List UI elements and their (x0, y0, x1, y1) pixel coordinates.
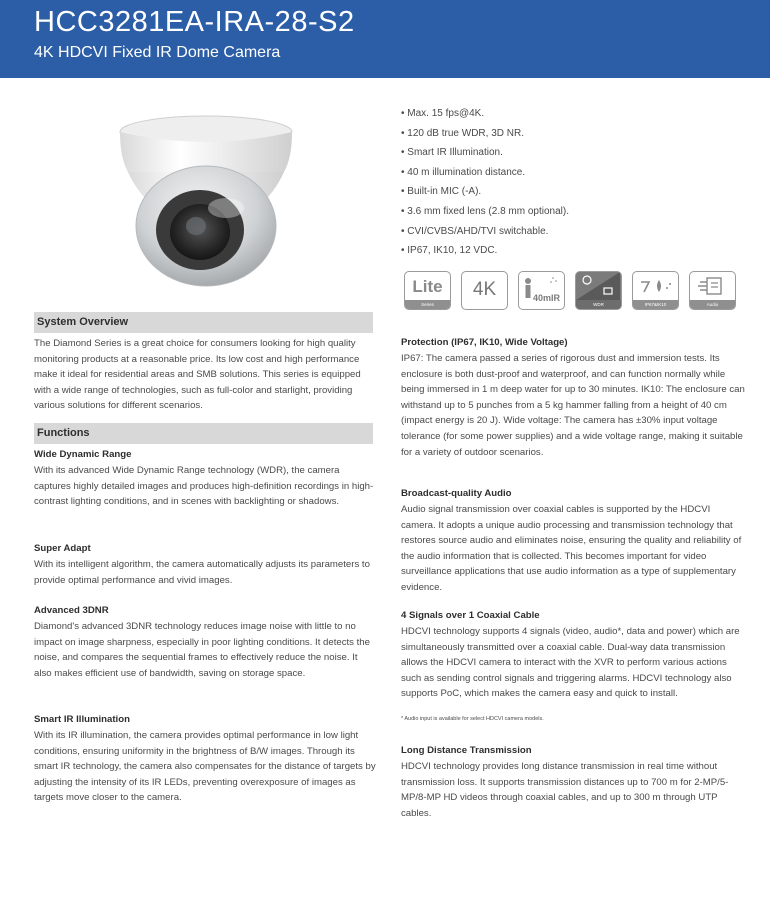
system-overview-heading: System Overview (34, 312, 373, 333)
audio-icon (690, 272, 734, 300)
feature-item: • Smart IR Illumination. (401, 147, 503, 159)
4k-label: 4K (472, 279, 497, 300)
protection-title: Protection (IP67, IK10, Wide Voltage) (401, 337, 568, 348)
page-title: HCC3281EA-IRA-28-S2 (34, 6, 355, 38)
system-overview-text: The Diamond Series is a great choice for consumers looking for high quality monitoring products at a reasonable price. Its low cost and high performance make it ideal for residential areas and SMB solutions. This series is equipped with a wide range of technologies, such as full-color and starlight, providing various solutions for different scenarios. (34, 338, 361, 412)
audio-caption: Audio (690, 300, 735, 309)
super-adapt-title: Super Adapt (34, 543, 91, 554)
feature-list (401, 104, 741, 261)
feature-item: • 3.6 mm fixed lens (2.8 mm optional). (401, 205, 570, 217)
long-distance-title: Long Distance Transmission (401, 745, 532, 756)
wdr-caption: WDR (576, 300, 621, 309)
ip67-caption: IP67&IK10 (633, 300, 678, 309)
protection-text: IP67: The camera passed a series of rigorous dust and immersion tests. Its enclosure is both dust-proof and waterproof, and can function normally while being immersed in 1 m deep water for up to 30 minutes. IK10: The enclosure can withstand up to 5 punches from a 5 kg hammer falling from a height of 40 cm (impact energy is 20 J). Wide voltage: The camera has ±30% input voltage tolerance (for some power supplies) and a wide voltage range, making it suitable for a variety of outdoor scenarios. (401, 353, 745, 458)
feature-item: • CVI/CVBS/AHD/TVI switchable. (401, 225, 549, 237)
feature-item: • 120 dB true WDR, 3D NR. (401, 127, 524, 139)
long-distance-text: HDCVI technology provides long distance transmission in real time without transmission loss. It supports transmission distances up to 700 m for 2-MP/5-MP/8-MP HD videos through coaxial cables, and up to 300 m through UTP cables. (401, 761, 729, 819)
functions-heading: Functions (34, 423, 373, 444)
wdr-text: With its advanced Wide Dynamic Range technology (WDR), the camera captures highly detailed images and produces high-definition recordings in high-contrast lighting conditions, and in scenes with backlighting or shadows. (34, 465, 374, 508)
ip67-ik10-badge (632, 271, 679, 310)
super-adapt-text: With its intelligent algorithm, the camera automatically adjusts its parameters to provide optimal performance and vivid images. (34, 559, 370, 586)
signals-title: 4 Signals over 1 Coaxial Cable (401, 610, 540, 621)
smart-ir-text: With its IR illumination, the camera provides optimal performance in low light conditions, ensuring uniformity in the brightness of B/W images. Through its smart IR technology, the camera also compensates for the distance of targets by adjusting the intensity of its IR LEDs, preventing overexposure of images as targets move closer to the camera. (34, 730, 376, 804)
water-drop-icon (633, 272, 677, 300)
feature-item: • IP67, IK10, 12 VDC. (401, 245, 498, 257)
lite-series-badge (404, 271, 451, 310)
lite-label: Lite (412, 277, 443, 296)
3dnr-title: Advanced 3DNR (34, 605, 109, 616)
wdr-badge (575, 271, 622, 310)
smart-ir-title: Smart IR Illumination (34, 714, 130, 725)
ir-distance-badge (518, 271, 565, 310)
lite-caption: Series (405, 300, 450, 309)
wdr-icon (576, 272, 620, 300)
signals-text: HDCVI technology supports 4 signals (video, audio*, data and power) which are simultaneously transmitted over a coaxial cable. Dual-way data transmission allows the HDCVI camera to interact with the XVR to perform various actions such as sending control signals and triggering alarms. HDCVI technology also supports PoC, which makes the camera easy and quick to install. (401, 626, 740, 700)
audio-footnote: * Audio input is available for select HDCVI camera models. (401, 716, 544, 722)
page-subtitle: 4K HDCVI Fixed IR Dome Camera (34, 44, 281, 61)
audio-text: Audio signal transmission over coaxial cables is supported by the HDCVI camera. It adopts a unique audio processing and transmission technology that restores source audio and eliminates noise, ensuring the quality and reliability of the audio information that is collected. This becomes important for video surveillance applications that use audio information as a type of supplementary evidence. (401, 504, 742, 593)
header-banner (0, 0, 770, 78)
feature-item: • Max. 15 fps@4K. (401, 108, 485, 119)
wdr-title: Wide Dynamic Range (34, 449, 132, 460)
4k-badge (461, 271, 508, 310)
3dnr-text: Diamond's advanced 3DNR technology reduces image noise with little to no impact on image sharpness, especially in poor lighting conditions. It detects the noise, and compares the sequential frames to effectively reduce the noise. It also makes efficient use of bandwidth, saving on storage space. (34, 621, 370, 679)
feature-badges (404, 271, 740, 311)
dome-camera-image (108, 108, 304, 288)
feature-item: • Built-in MIC (-A). (401, 186, 482, 198)
audio-badge (689, 271, 736, 310)
audio-title: Broadcast-quality Audio (401, 488, 512, 499)
ir-distance-label: 40mIR (533, 293, 561, 303)
feature-item: • 40 m illumination distance. (401, 166, 526, 178)
